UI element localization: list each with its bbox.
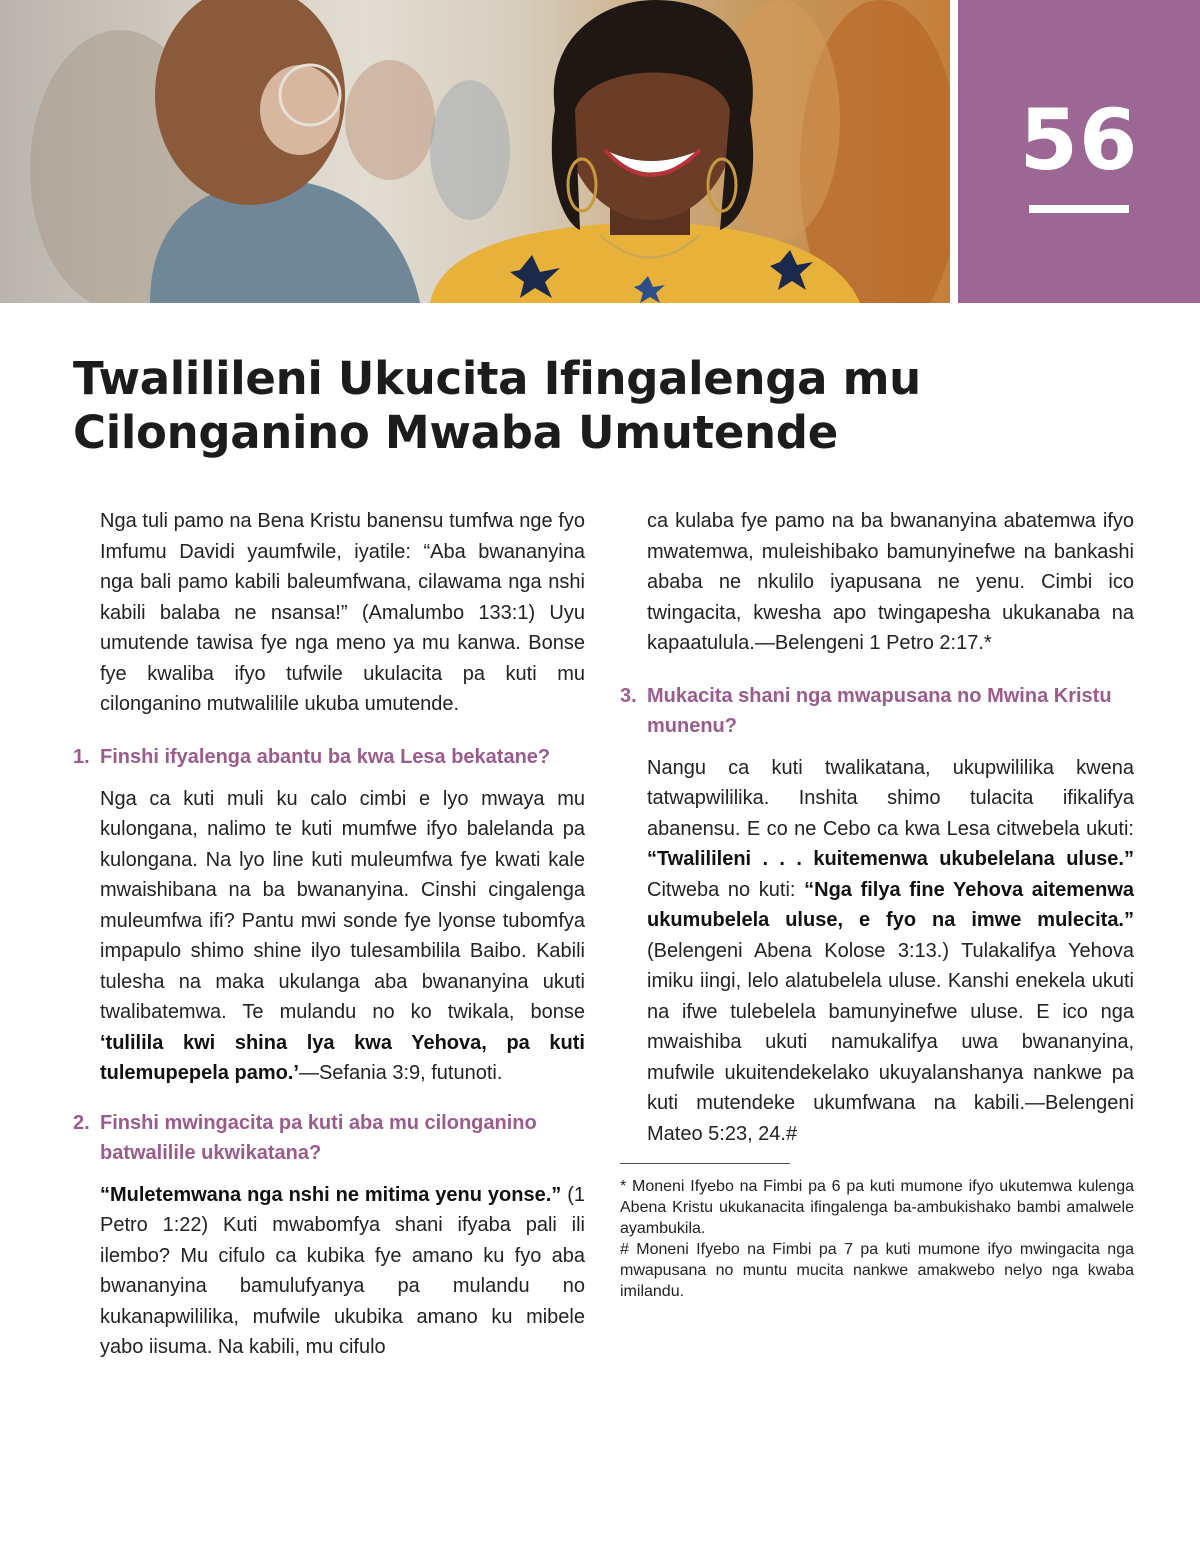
body-text: (1 Petro 1:22) Kuti mwabomfya shani ifyaba pali ili ilembo? Mu cifulo ca kubika fye amano ku fyo aba bwananyina bamulufyanya pa mulandu no kukanapwililika, mufwile ukubika amano ku mibele yabo iisuma. Na kabili, mu cifulo bbox=[100, 1183, 586, 1358]
question-number: 2. bbox=[73, 1111, 90, 1134]
question-3 bbox=[620, 681, 1134, 741]
body-text: Nangu ca kuti twalikatana, ukupwililika kwena tatwapwililika. Inshita shimo tulacita ifikalifya abanensu. E co ne Cebo ca kwa Lesa citwebela ukuti: bbox=[647, 756, 1134, 840]
scripture-quote: ‘tulilila kwi shina lya kwa Yehova, pa kuti tulemupepela pamo.’ bbox=[100, 1031, 585, 1084]
section-2-continued: ca kulaba fye pamo na ba bwananyina abatemwa ifyo mwatemwa, muleishibako bamunyinefwe na bankashi ababa ne nkulilo iyapusana ne yenu. Cimbi ico twingacita, kwesha apo twingapesha ukukanaba na kapaatulula.—Belengeni 1 Petro 2:17.* bbox=[647, 510, 1134, 654]
page-title: Twalilileni Ukucita Ifingalenga mu Cilonganino Mwaba Umutende bbox=[73, 352, 921, 459]
left-column bbox=[73, 506, 585, 1363]
question-text: Finshi ifyalenga abantu ba kwa Lesa bekatane? bbox=[100, 745, 551, 768]
section-1-body bbox=[73, 784, 585, 1089]
body-text: (Belengeni Abena Kolose 3:13.) Tulakalifya Yehova imiku iingi, lelo alatubelela uluse. Kanshi enekela ukuti na ifwe tulebelela bamunyinefwe uluse. E ico nga mwaishiba ukuti namukalifya uwa bwananyina, mufwile ukuitendekelako ukuyalanshanya nankwe pa kuti mutendeke ukumfwana na kabili.—Belengeni Mateo 5:23, 24.# bbox=[647, 939, 1134, 1145]
footnote-2: # Moneni Ifyebo na Fimbi pa 7 pa kuti mumone ifyo mwingacita nga mwapusana no muntu mucita nankwe amakwebo nelyo nga kwaba imilandu. bbox=[620, 1241, 1134, 1300]
question-1 bbox=[73, 742, 585, 772]
section-3-body bbox=[620, 753, 1134, 1150]
lesson-number-panel bbox=[958, 0, 1200, 303]
question-2 bbox=[73, 1108, 585, 1168]
right-column bbox=[620, 506, 1134, 1302]
scripture-quote: “Muletemwana nga nshi ne mitima yenu yonse.” bbox=[100, 1183, 562, 1206]
scripture-quote: “Nga filya fine Yehova aitemenwa ukumubelela uluse, e fyo na imwe mulecita.” bbox=[647, 878, 1135, 931]
question-text: Mukacita shani nga mwapusana no Mwina Kristu munenu? bbox=[647, 684, 1112, 737]
question-number: 1. bbox=[73, 745, 90, 768]
scripture-reference: —Sefania 3:9, futunoti. bbox=[298, 1062, 503, 1084]
scripture-quote: “Twalilileni . . . kuitemenwa ukubelelana uluse.” bbox=[647, 848, 1134, 870]
footnote-divider bbox=[620, 1163, 790, 1164]
photo-illustration bbox=[0, 0, 950, 303]
footnote-1: * Moneni Ifyebo na Fimbi pa 6 pa kuti mumone ifyo ukutemwa kulenga Abena Kristu ukukanacita ifingalenga ba-ambukishako bambi amalwele ayambukila. bbox=[620, 1178, 1134, 1237]
body-text: Citweba no kuti: bbox=[647, 878, 805, 901]
lesson-number-underline bbox=[1029, 205, 1129, 213]
question-number: 3. bbox=[620, 684, 637, 707]
question-text: Finshi mwingacita pa kuti aba mu cilonganino batwalilile ukwikatana? bbox=[100, 1111, 537, 1164]
lesson-number: 56 bbox=[1019, 91, 1139, 189]
header-photo bbox=[0, 0, 950, 303]
body-text: Nga ca kuti muli ku calo cimbi e lyo mwaya mu kulongana, nalimo te kuti mumfwe ifyo balelanda pa kulongana. Na lyo line kuti muleumfwa fye kwati kale mwaishibana na ba bwananyina. Cinshi cingalenga muleumfwa ifi? Pantu mwi sonde fye lyonse tubomfya impapulo shimo shine ilyo tulesambilila Baibo. Kabili tulesha na maka ukulanga aba bwananyina ukuti twalibatemwa. Te mulandu no ko twikala, bonse bbox=[100, 787, 585, 1023]
intro-paragraph: Nga tuli pamo na Bena Kristu banensu tumfwa nge fyo Imfumu Davidi yaumfwile, iyatile: “Aba bwananyina nga bali pamo kabili baleumfwana, cilawama nga nshi kabili balaba ne nsansa!” (Amalumbo 133:1) Uyu umutende tawisa fye nga meno ya mu kanwa. Bonse fye kwaliba ifyo tufwile ukulacita pa kuti mu cilonganino mutwalilile ukuba umutende. bbox=[100, 510, 585, 715]
section-2-body bbox=[73, 1180, 585, 1363]
